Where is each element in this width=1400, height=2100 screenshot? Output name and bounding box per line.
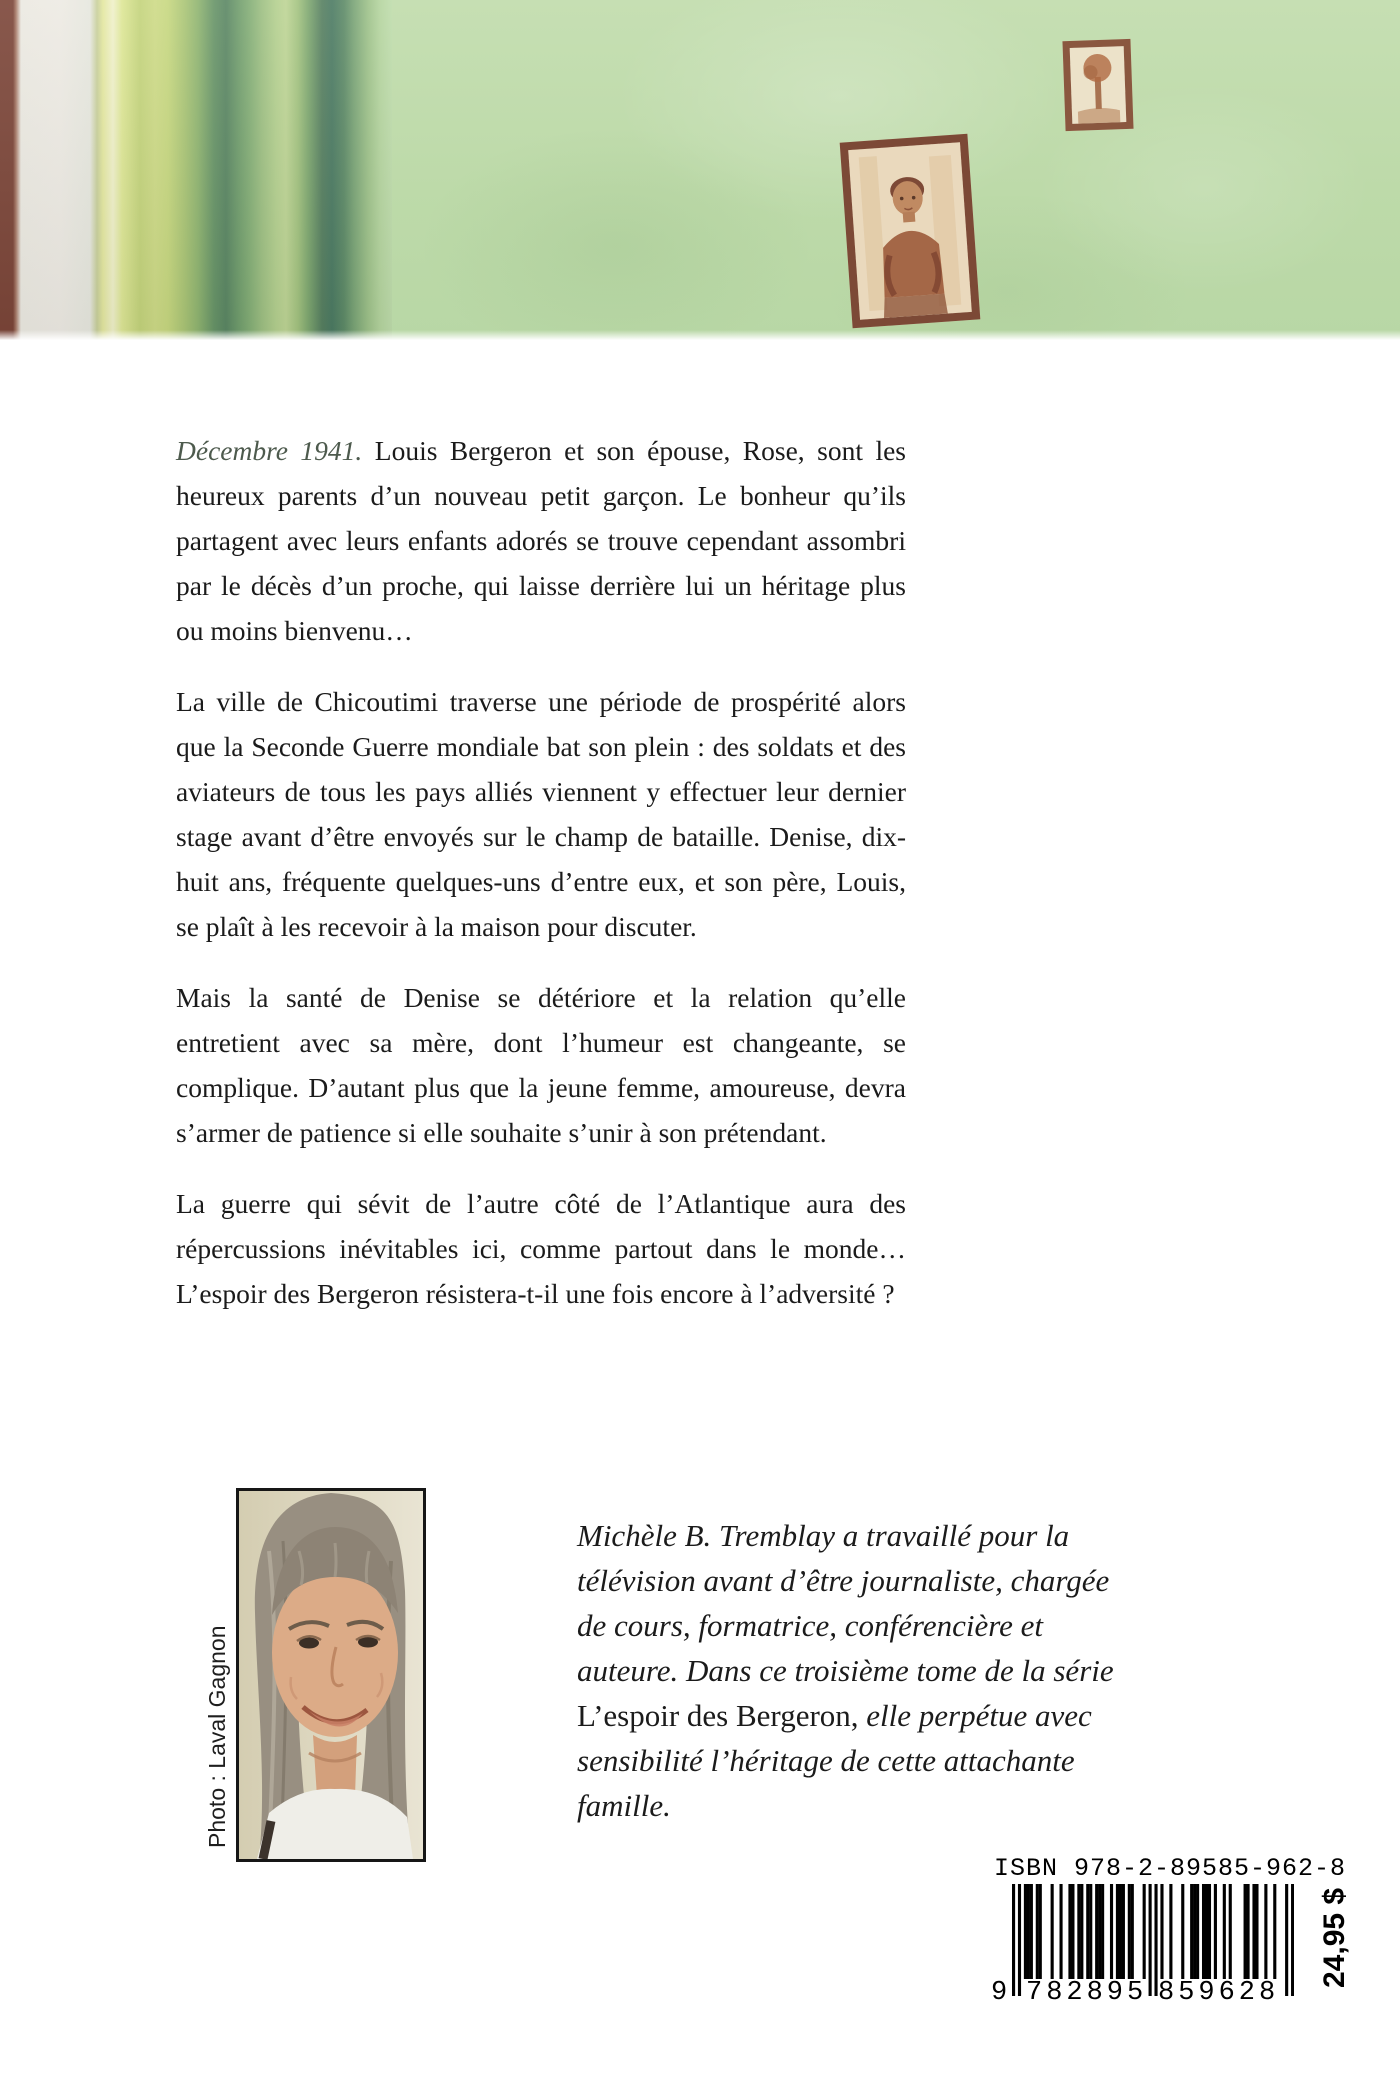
bio-italic-tail: elle perpétue avec sensibilité l’héritage de cette attachante famille. [577,1698,1092,1823]
synopsis-paragraph-1-text: Louis Bergeron et son épouse, Rose, sont les heureux parents d’un nouveau petit garçon. Le bonheur qu’ils partagent avec leurs enfants adorés se trouve cependant assombri par le décès d’un proche, qui laisse derrière lui un héritage plus ou moins bienvenu… [176,435,906,646]
author-portrait-image [239,1491,423,1859]
painting-small-framed-picture [1062,39,1133,131]
bio-italic-lead: Michèle B. Tremblay a travaillé pour la télévision avant d’être journaliste, chargée de cours, formatrice, conférencière et auteure. Dans ce troisième tome de la série [577,1518,1114,1688]
barcode-digits-group2: 859628 [1158,1978,1280,2008]
painting-bottom-fade [0,330,1400,342]
barcode-digit-lead: 9 [991,1978,1008,2008]
painting-large-framed-portrait [840,134,981,328]
portrait-drawing-icon [848,142,972,319]
tree-drawing-icon [1070,46,1127,124]
bio-series-title: L’espoir des Bergeron, [577,1698,867,1733]
photo-credit: Photo : Laval Gagnon [204,1625,230,1848]
synopsis [176,428,906,1342]
synopsis-paragraph-3: Mais la santé de Denise se détériore et la relation qu’elle entretient avec sa mère, dont l’humeur est changeante, se complique. D’autant plus que la jeune femme, amoureuse, devra s’armer de patience si elle souhaite s’unir à son prétendant. [176,982,906,1148]
synopsis-paragraph-1 [176,428,906,653]
synopsis-paragraph-4: La guerre qui sévit de l’autre côté de l’Atlantique aura des répercussions inévitables ici, comme partout dans le monde… L’espoir des Bergeron résistera-t-il une fois encore à l’adversité ? [176,1188,906,1309]
synopsis-date-lead: Décembre 1941. [176,435,363,466]
painting-curtain [0,0,392,342]
isbn-label: ISBN 978-2-89585-962-8 [994,1854,1347,1883]
header-painting [0,0,1400,342]
barcode-digits-group1: 782895 [1026,1978,1148,2008]
price-label: 24,95 $ [1318,1887,1351,1988]
synopsis-paragraph-2: La ville de Chicoutimi traverse une période de prospérité alors que la Seconde Guerre mondiale bat son plein : des soldats et des aviateurs de tous les pays alliés viennent y effectuer leur dernier stage avant d’être envoyés sur le champ de bataille. Denise, dix-huit ans, fréquente quelques-uns d’entre eux, et son père, Louis, se plaît à les recevoir à la maison pour discuter. [176,686,906,942]
author-bio [577,1513,1137,1828]
author-photo [236,1488,426,1862]
